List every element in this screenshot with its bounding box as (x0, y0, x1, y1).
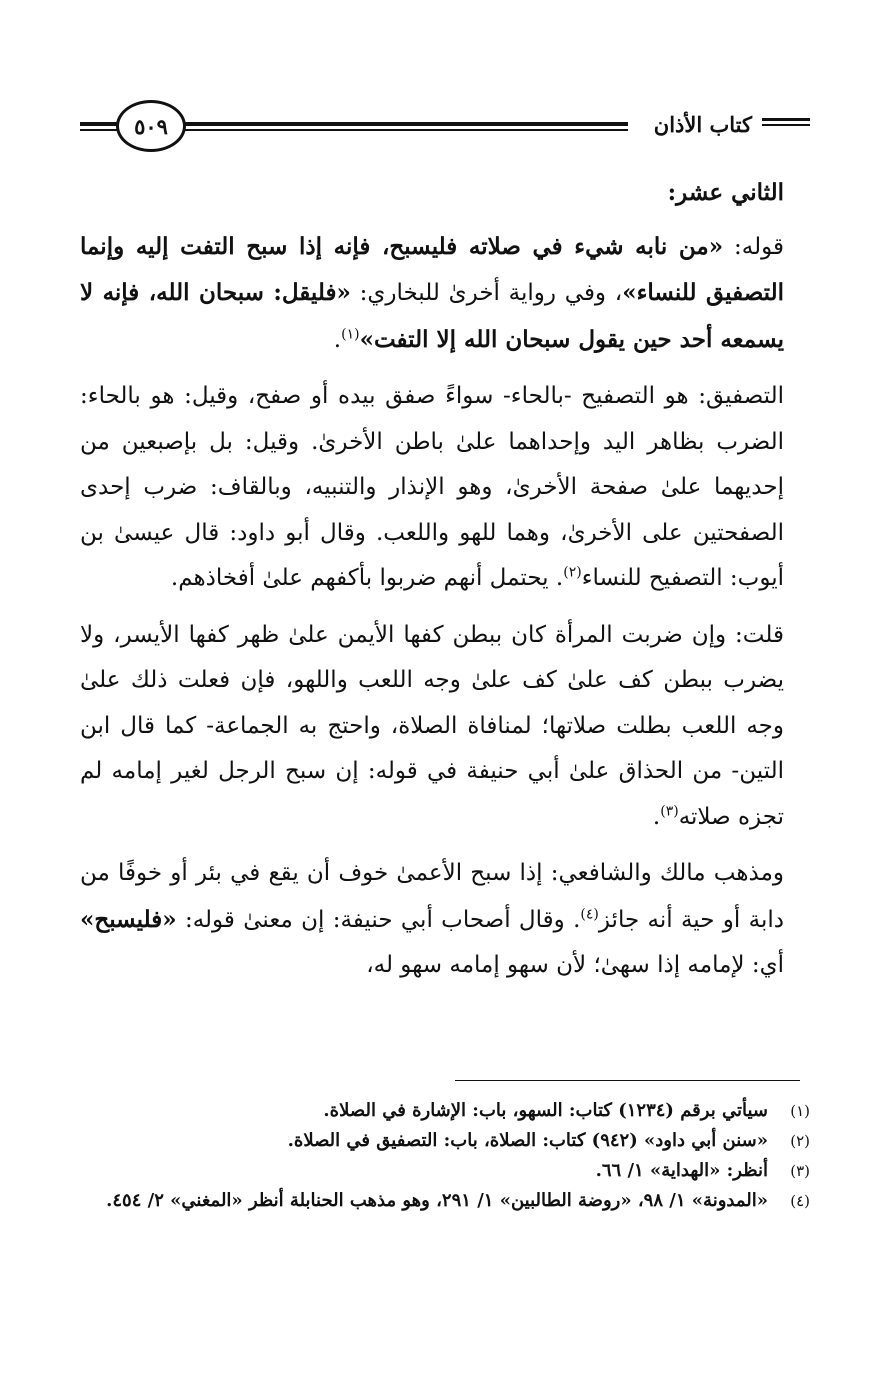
footnote-ref-3[interactable]: (٣) (660, 802, 679, 819)
footnote-ref-4[interactable]: (٤) (580, 905, 599, 922)
p1-lead: قوله: (723, 233, 784, 260)
p4-middle: . وقال أصحاب أبي حنيفة: إن معنىٰ قوله: (176, 906, 581, 933)
footnote-1 (80, 1096, 810, 1126)
header-rule (180, 122, 628, 134)
footnote-number: (٤) (790, 1192, 810, 1210)
p2-text: التصفيق: هو التصفيح -بالحاء- سواءً صفق بيده أو صفح، وقيل: هو بالحاء: الضرب بظاهر اليد وإحداهما علىٰ باطن الأخرىٰ. وقيل: بل بإصبعين من إحديهما علىٰ صفحة الأخرىٰ، وهو الإنذار والتنبيه، وبالقاف: ضرب إحدى الصفحتين على الأخرىٰ، وهما للهو واللعب. وقال أبو داود: قال عيسىٰ بن أيوب: التصفيح للنساء (80, 383, 784, 591)
footnotes (80, 1096, 810, 1216)
chapter-title: كتاب الأذان (653, 112, 752, 137)
hadith-quote-1: «من نابه شيء في صلاته فليسبح، فإنه إذا سبح التفت إليه وإنما التصفيق للنساء» (80, 232, 784, 306)
paragraph-2 (80, 374, 810, 602)
p3-text: قلت: وإن ضربت المرأة كان ببطن كفها الأيمن علىٰ ظهر كفها الأيسر، ولا يضرب ببطن كف علىٰ كف علىٰ وجه اللعب واللهو، فإن فعلت ذلك علىٰ وجه اللعب بطلت صلاتها؛ لمنافاة الصلاة، واحتج به الجماعة- كما قال ابن التين- من الحذاق علىٰ أبي حنيفة في قوله: إن سبح الرجل لغير إمامه لم تجزه صلاته (80, 621, 784, 830)
header-rule-right (762, 118, 810, 129)
paragraph-1 (80, 224, 810, 364)
footnote-number: (٢) (790, 1132, 810, 1150)
hadith-quote-3: «فليسبح» (80, 905, 177, 933)
p2-end: . يحتمل أنهم ضربوا بأكفهم علىٰ أفخاذهم. (170, 565, 564, 591)
paragraph-3 (80, 613, 810, 841)
page-header (80, 96, 810, 166)
footnote-number: (٣) (790, 1162, 810, 1180)
footnote-3 (80, 1156, 810, 1186)
footnote-4 (80, 1186, 810, 1216)
main-text (80, 170, 810, 1000)
footnote-ref-2[interactable]: (٢) (563, 564, 582, 581)
footnote-ref-1[interactable]: (١) (341, 325, 360, 342)
p4-text: ومذهب مالك والشافعي: إذا سبح الأعمىٰ خوف أن يقع في بئر أو خوفًا من دابة أو حية أنه جائز (80, 860, 784, 933)
p3-end: . (652, 803, 661, 830)
p1-middle: ، وفي رواية أخرىٰ للبخاري: (350, 280, 623, 306)
footnote-divider (455, 1080, 800, 1081)
footnote-text: «المدونة» ١/ ٩٨، «روضة الطالبين» ١/ ٢٩١، وهو مذهب الحنابلة أنظر «المغني» ٢/ ٤٥٤. (106, 1190, 768, 1211)
page-number: ٥٠٩ (116, 100, 186, 152)
hadith-quote-2: «فليقل: سبحان الله، فإنه لا يسمعه أحد حين يقول سبحان الله إلا التفت» (80, 279, 784, 353)
p1-end: . (333, 326, 342, 353)
p4-end: أي: لإمامه إذا سهىٰ؛ لأن سهو إمامه سهو له، (366, 952, 784, 978)
footnote-text: «سنن أبي داود» (٩٤٢) كتاب: الصلاة، باب: التصفيق في الصلاة. (287, 1130, 768, 1151)
footnote-text: سيأتي برقم (١٢٣٤) كتاب: السهو، باب: الإشارة في الصلاة. (323, 1100, 768, 1121)
footnote-text: أنظر: «الهداية» ١/ ٦٦. (595, 1160, 768, 1181)
paragraph-4 (80, 851, 810, 989)
section-heading: الثاني عشر: (667, 179, 784, 206)
footnote-2 (80, 1126, 810, 1156)
footnote-number: (١) (790, 1102, 810, 1120)
